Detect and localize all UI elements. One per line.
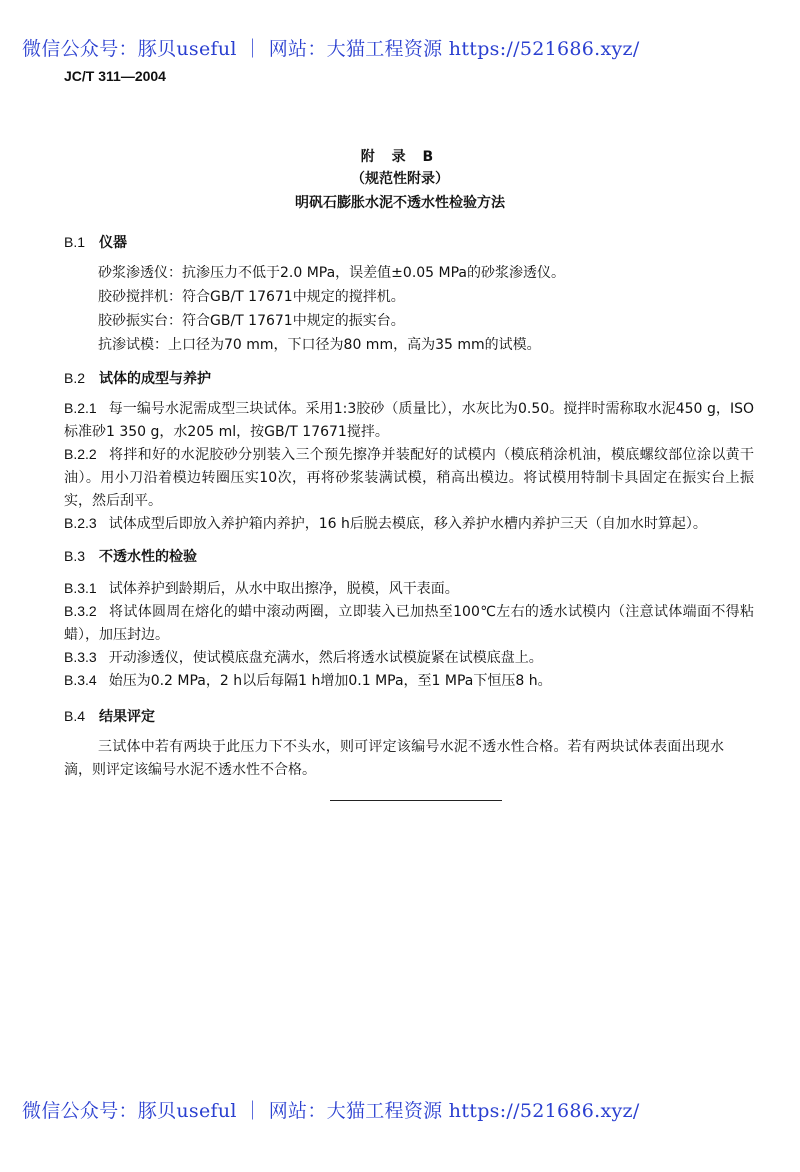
- section-title: 结果评定: [99, 709, 156, 725]
- paragraph-b3-3: [64, 646, 754, 670]
- b1-line-1: 砂浆渗透仪：抗渗压力不低于2.0 MPa，误差值±0.05 MPa的砂浆渗透仪。: [98, 265, 566, 281]
- section-number: B.4: [64, 708, 86, 724]
- section-number: B.1: [64, 234, 86, 250]
- clause-text: 试体养护到龄期后，从水中取出擦净，脱模，风干表面。: [108, 581, 459, 597]
- clause-text: 试体成型后即放入养护箱内养护，16 h后脱去模底，移入养护水槽内养护三天（自加水时算起）。: [108, 516, 707, 532]
- clause-number: B.3.2: [64, 603, 97, 619]
- end-rule: [330, 800, 502, 801]
- clause-number: B.2.3: [64, 515, 97, 531]
- paragraph-b3-1: [64, 577, 754, 601]
- clause-number: B.3.3: [64, 649, 97, 665]
- section-title: 不透水性的检验: [99, 549, 198, 565]
- clause-number: B.3.4: [64, 672, 97, 688]
- clause-text: 将拌和好的水泥胶砂分别装入三个预先擦净并装配好的试模内（模底稍涂机油，模底螺纹部位涂以黄干油）。用小刀沿着模边转圈压实10次，再将砂浆装满试模，稍高出模边。将试模用特制卡具固定在振实台上振实，然后刮平。: [64, 447, 754, 509]
- paragraph-b3-4: [64, 669, 754, 693]
- b1-line-4: 抗渗试模：上口径为70 mm，下口径为80 mm，高为35 mm的试模。: [98, 337, 541, 353]
- b1-line-3: 胶砂振实台：符合GB/T 17671中规定的振实台。: [98, 313, 405, 329]
- section-b2-heading: [64, 368, 211, 388]
- clause-text: 每一编号水泥需成型三块试体。采用1:3胶砂（质量比），水灰比为0.50。搅拌时需称取水泥450 g，ISO标准砂1 350 g，水205 ml，按GB/T 17671搅拌。: [64, 401, 754, 440]
- clause-number: B.3.1: [64, 580, 97, 596]
- standard-code: JC/T 311—2004: [64, 68, 166, 84]
- paragraph-b4-1: 三试体中若有两块于此压力下不头水，则可评定该编号水泥不透水性合格。若有两块试体表面出现水滴，则评定该编号水泥不透水性不合格。: [64, 739, 724, 778]
- clause-number: B.2.1: [64, 400, 97, 416]
- annex-subtitle: （规范性附录）: [351, 171, 449, 187]
- annex-name: 明矾石膨胀水泥不透水性检验方法: [295, 195, 505, 211]
- paragraph-b2-3: [64, 512, 754, 536]
- section-title: 试体的成型与养护: [99, 371, 212, 387]
- clause-text: 始压为0.2 MPa，2 h以后每隔1 h增加0.1 MPa，至1 MPa下恒压8 h。: [108, 673, 552, 689]
- section-b3-heading: [64, 546, 197, 566]
- clause-text: 开动渗透仪，使试模底盘充满水，然后将透水试模旋紧在试模底盘上。: [108, 650, 543, 666]
- clause-text: 将试体圆周在熔化的蜡中滚动两圈，立即装入已加热至100℃左右的透水试模内（注意试体端面不得粘蜡），加压封边。: [64, 604, 754, 643]
- section-b1-heading: [64, 232, 127, 252]
- section-number: B.2: [64, 370, 86, 386]
- annex-title: 附 录 B: [360, 149, 440, 165]
- paragraph-b2-2: [64, 443, 754, 513]
- paragraph-b2-1: [64, 397, 754, 444]
- watermark-bottom: 微信公众号：豚贝useful ｜ 网站：大猫工程资源 https://521686.xyz/: [22, 1100, 640, 1122]
- clause-number: B.2.2: [64, 446, 97, 462]
- b1-line-2: 胶砂搅拌机：符合GB/T 17671中规定的搅拌机。: [98, 289, 405, 305]
- section-number: B.3: [64, 548, 86, 564]
- section-b4-heading: [64, 706, 155, 726]
- section-title: 仪器: [99, 235, 128, 251]
- watermark-top: 微信公众号：豚贝useful ｜ 网站：大猫工程资源 https://521686.xyz/: [22, 38, 640, 60]
- paragraph-b3-2: [64, 600, 754, 647]
